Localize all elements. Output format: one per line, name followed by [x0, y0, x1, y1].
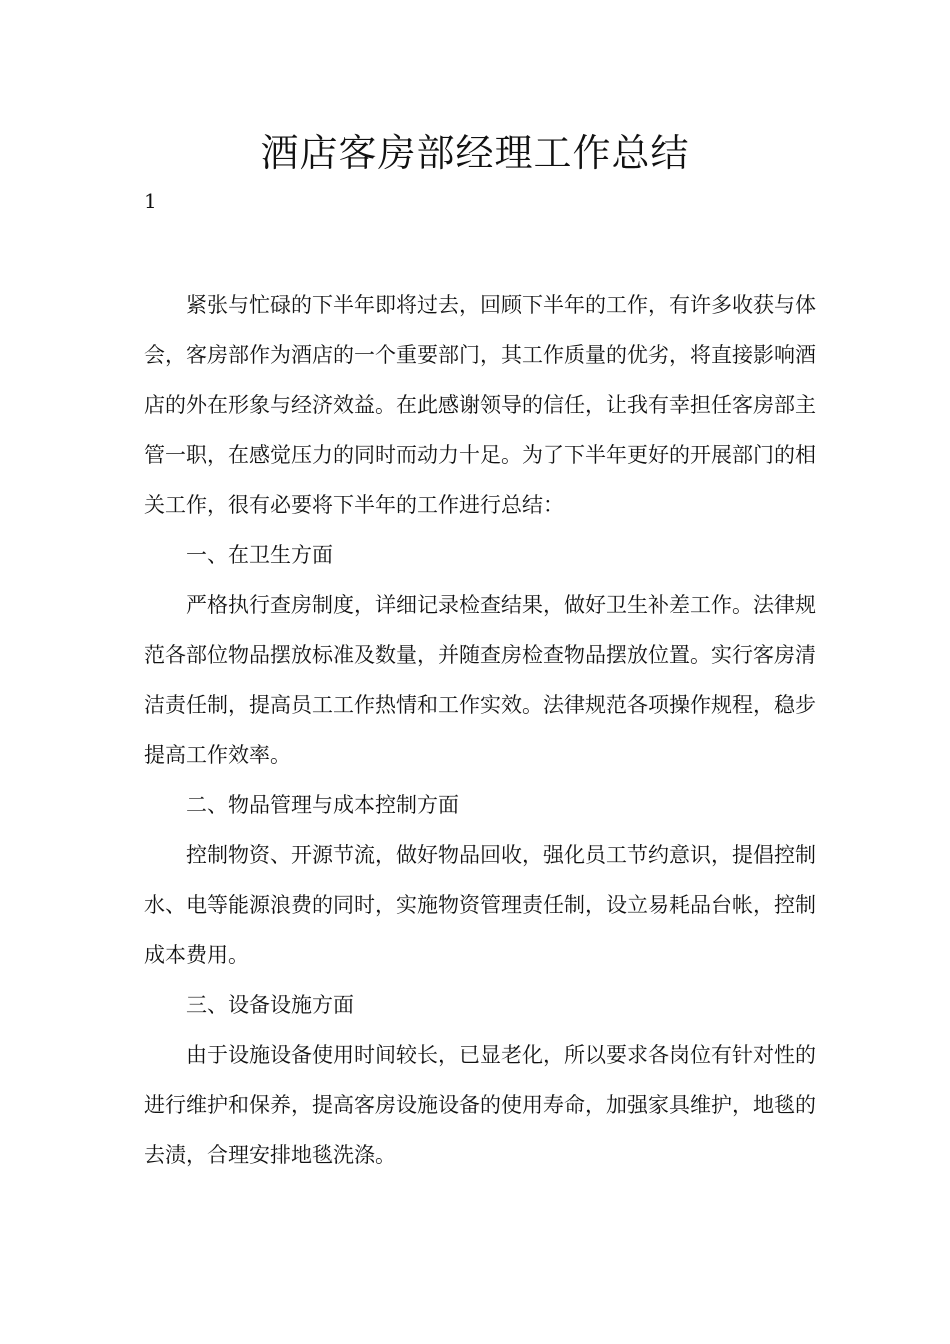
section-heading-cost-control: 二、物品管理与成本控制方面	[186, 793, 459, 817]
cost-control-paragraph: 控制物资、开源节流，做好物品回收，强化员工节约意识，提倡控制水、电等能源浪费的同时，实施物资管理责任制，设立易耗品台帐，控制成本费用。	[144, 843, 816, 967]
page-number: 1	[144, 189, 157, 213]
document-body	[144, 280, 816, 1180]
section-heading-hygiene: 一、在卫生方面	[186, 543, 333, 567]
intro-paragraph: 紧张与忙碌的下半年即将过去，回顾下半年的工作，有许多收获与体会，客房部作为酒店的一个重要部门，其工作质量的优劣，将直接影响酒店的外在形象与经济效益。在此感谢领导的信任，让我有幸担任客房部主管一职，在感觉压力的同时而动力十足。为了下半年更好的开展部门的相关工作，很有必要将下半年的工作进行总结：	[144, 293, 816, 517]
equipment-paragraph: 由于设施设备使用时间较长，已显老化，所以要求各岗位有针对性的进行维护和保养，提高客房设施设备的使用寿命，加强家具维护，地毯的去渍，合理安排地毯洗涤。	[144, 1043, 816, 1167]
section-heading-equipment: 三、设备设施方面	[186, 993, 354, 1017]
document-title: 酒店客房部经理工作总结	[260, 131, 690, 175]
hygiene-paragraph: 严格执行查房制度，详细记录检查结果，做好卫生补差工作。法律规范各部位物品摆放标准及数量，并随查房检查物品摆放位置。实行客房清洁责任制，提高员工工作热情和工作实效。法律规范各项操作规程，稳步提高工作效率。	[144, 593, 816, 767]
